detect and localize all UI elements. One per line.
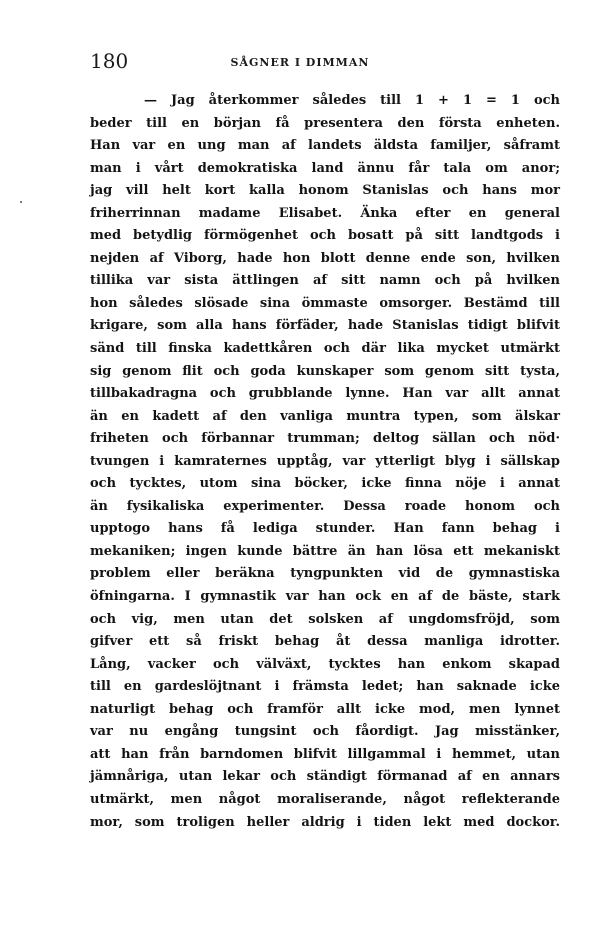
text-line: man i vårt demokratiska land ännu får tala om anor; (90, 160, 560, 176)
text-line: hon således slösade sina ömmaste omsorger. Bestämd till (90, 295, 560, 311)
text-line: och vig, men utan det solsken af ungdomsfröjd, som (90, 611, 560, 627)
text-line: tillbakadragna och grubblande lynne. Han var allt annat (90, 386, 560, 402)
text-line: krigare, som alla hans förfäder, hade Stanislas tidigt blifvit (90, 318, 560, 334)
text-line: utmärkt, men något moraliserande, något reflekterande (90, 791, 560, 807)
text-line: jämnåriga, utan lekar och ständigt förmanad af en annars (90, 769, 560, 785)
text-line: med betydlig förmögenhet och bosatt på sitt landtgods i (90, 228, 560, 244)
text-line: än en kadett af den vanliga muntra typen, som älskar (90, 408, 560, 424)
margin-speck (20, 201, 22, 203)
text-line: nejden af Viborg, hade hon blott denne ende son, hvilken (90, 250, 560, 266)
text-line: mor, som troligen heller aldrig i tiden lekt med dockor. (90, 814, 560, 830)
text-line: tvungen i kamraternes upptåg, var ytterligt blyg i sällskap (90, 453, 560, 469)
text-line: upptogo hans få lediga stunder. Han fann behag i (90, 521, 560, 537)
body-paragraph (90, 90, 560, 834)
text-line: friheten och förbannar trumman; deltog sällan och nöd· (90, 431, 560, 447)
text-line: beder till en början få presentera den första enheten. (90, 115, 560, 131)
text-line: än fysikaliska experimenter. Dessa roade honom och (90, 498, 560, 514)
text-line: jag vill helt kort kalla honom Stanislas och hans mor (90, 183, 560, 199)
text-line: naturligt behag och framför allt icke mod, men lynnet (90, 701, 560, 717)
text-line: gifver ett så friskt behag åt dessa manliga idrotter. (90, 634, 560, 650)
text-line: sig genom flit och goda kunskaper som genom sitt tysta, (90, 363, 560, 379)
text-line: och tycktes, utom sina böcker, icke finna nöje i annat (90, 476, 560, 492)
text-line: till en gardeslöjtnant i främsta ledet; han saknade icke (90, 679, 560, 695)
text-line: att han från barndomen blifvit lillgammal i hemmet, utan (90, 746, 560, 762)
text-line: problem eller beräkna tyngpunkten vid de gymnastiska (90, 566, 560, 582)
text-line: — Jag återkommer således till 1 + 1 = 1 och (144, 93, 560, 108)
text-line: sänd till finska kadettkåren och där lika mycket utmärkt (90, 341, 560, 357)
text-line: öfningarna. I gymnastik var han ock en af de bäste, stark (90, 589, 560, 605)
running-head: SÅGNER I DIMMAN (230, 56, 370, 69)
text-line: tillika var sista ättlingen af sitt namn och på hvilken (90, 273, 560, 289)
text-line: var nu engång tungsint och fåordigt. Jag misstänker, (90, 724, 560, 740)
text-line: Lång, vacker och välväxt, tycktes han enkom skapad (90, 656, 560, 672)
text-line: Han var en ung man af landets äldsta familjer, såframt (90, 138, 560, 154)
text-line: mekaniken; ingen kunde bättre än han lösa ett mekaniskt (90, 543, 560, 559)
text-line: friherrinnan madame Elisabet. Änka efter en general (90, 205, 560, 221)
page-number: 180 (90, 49, 129, 73)
